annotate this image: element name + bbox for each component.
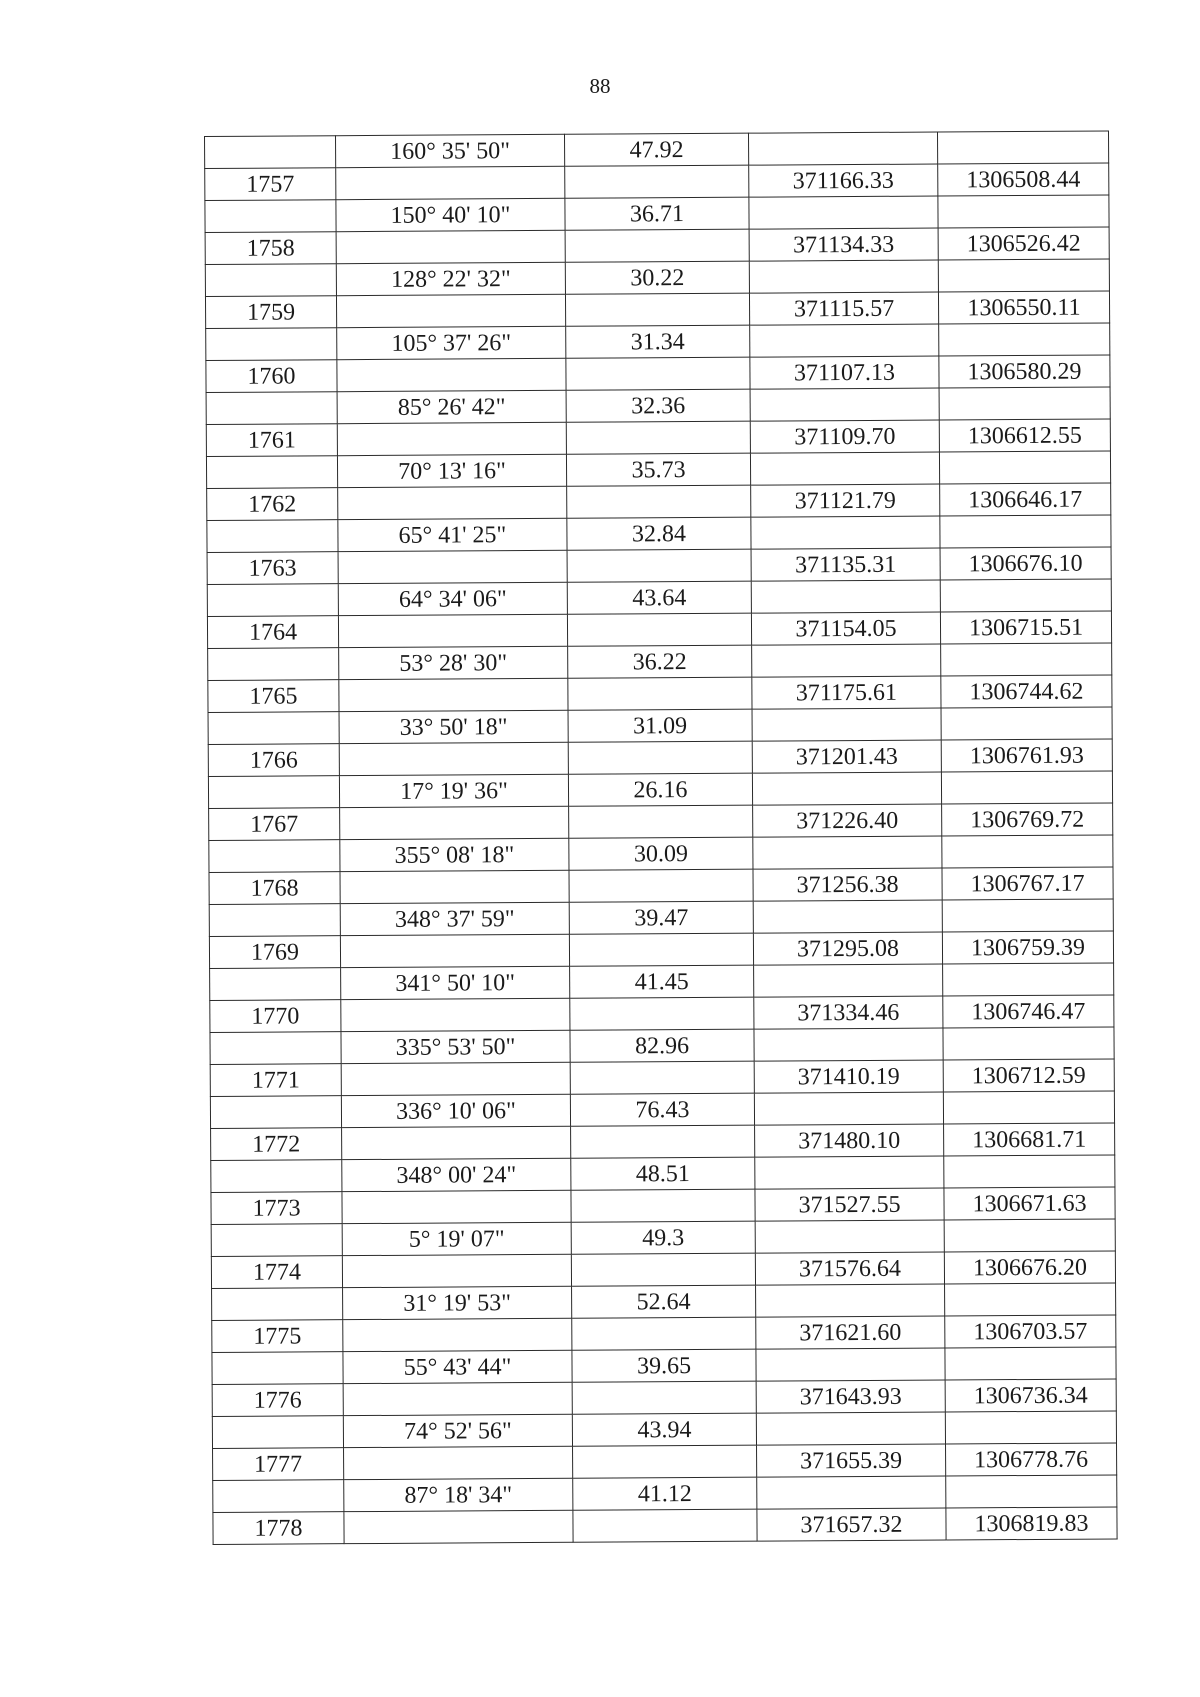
station-id-cell: 1777 — [213, 1448, 344, 1481]
northing-cell-empty — [939, 387, 1110, 420]
station-cell-empty — [213, 1480, 344, 1513]
northing-cell-empty — [945, 1283, 1116, 1316]
station-id-cell: 1772 — [211, 1128, 342, 1161]
station-cell-empty — [205, 200, 336, 233]
bearing-cell-empty — [344, 1446, 573, 1479]
easting-cell: 371134.33 — [749, 228, 938, 261]
station-id-cell: 1773 — [211, 1192, 342, 1225]
distance-cell-empty — [571, 1253, 755, 1286]
bearing-cell: 31° 19' 53" — [343, 1286, 572, 1319]
northing-cell-empty — [942, 835, 1113, 868]
station-id-cell: 1759 — [205, 296, 336, 329]
northing-cell: 1306819.83 — [946, 1507, 1117, 1540]
distance-cell: 52.64 — [572, 1285, 756, 1318]
station-cell-empty — [205, 264, 336, 297]
station-id-cell: 1778 — [213, 1512, 344, 1545]
northing-cell: 1306676.10 — [940, 547, 1111, 580]
easting-cell: 371135.31 — [751, 548, 940, 581]
distance-cell: 30.22 — [565, 261, 749, 294]
northing-cell-empty — [945, 1347, 1116, 1380]
bearing-cell: 355° 08' 18" — [340, 838, 569, 871]
northing-cell: 1306526.42 — [938, 227, 1109, 260]
distance-cell-empty — [573, 1445, 757, 1478]
station-id-cell: 1761 — [206, 424, 337, 457]
easting-cell: 371226.40 — [753, 804, 942, 837]
northing-cell-empty — [943, 1027, 1114, 1060]
northing-cell: 1306761.93 — [941, 739, 1112, 772]
distance-cell-empty — [569, 933, 753, 966]
northing-cell: 1306580.29 — [939, 355, 1110, 388]
bearing-cell-empty — [339, 742, 568, 775]
northing-cell-empty — [940, 515, 1111, 548]
station-cell-empty — [207, 584, 338, 617]
easting-cell: 371154.05 — [751, 612, 940, 645]
station-row — [210, 995, 1114, 1033]
northing-cell: 1306681.71 — [944, 1123, 1115, 1156]
northing-cell: 1306703.57 — [945, 1315, 1116, 1348]
northing-cell: 1306508.44 — [938, 163, 1109, 196]
easting-cell-empty — [757, 1476, 946, 1509]
bearing-cell: 348° 37' 59" — [340, 902, 569, 935]
distance-cell-empty — [573, 1509, 757, 1542]
station-cell-empty — [208, 776, 339, 809]
distance-cell: 41.12 — [573, 1477, 757, 1510]
bearing-cell-empty — [342, 1190, 571, 1223]
northing-cell: 1306769.72 — [942, 803, 1113, 836]
easting-cell: 371334.46 — [754, 996, 943, 1029]
distance-cell-empty — [569, 805, 753, 838]
distance-cell-empty — [570, 997, 754, 1030]
easting-cell-empty — [755, 1156, 944, 1189]
distance-cell: 30.09 — [569, 837, 753, 870]
station-id-cell: 1760 — [206, 360, 337, 393]
bearing-cell: 65° 41' 25" — [338, 518, 567, 551]
distance-cell-empty — [565, 293, 749, 326]
station-id-cell: 1764 — [207, 616, 338, 649]
bearing-cell: 87° 18' 34" — [344, 1478, 573, 1511]
station-row — [207, 483, 1111, 521]
station-row — [211, 1123, 1115, 1161]
northing-cell: 1306712.59 — [943, 1059, 1114, 1092]
station-cell-empty — [206, 456, 337, 489]
distance-cell: 76.43 — [570, 1093, 754, 1126]
easting-cell-empty — [750, 324, 939, 357]
distance-cell: 36.71 — [565, 197, 749, 230]
distance-cell: 39.65 — [572, 1349, 756, 1382]
easting-cell-empty — [748, 132, 937, 165]
distance-cell: 39.47 — [569, 901, 753, 934]
bearing-cell-empty — [340, 870, 569, 903]
northing-cell-empty — [938, 259, 1109, 292]
bearing-cell: 74° 52' 56" — [343, 1414, 572, 1447]
distance-cell: 47.92 — [564, 133, 748, 166]
station-row — [205, 291, 1109, 329]
easting-cell-empty — [750, 452, 939, 485]
bearing-cell-empty — [340, 806, 569, 839]
northing-cell-empty — [943, 1091, 1114, 1124]
station-row — [212, 1315, 1116, 1353]
station-cell-empty — [212, 1288, 343, 1321]
easting-cell-empty — [754, 1092, 943, 1125]
station-cell-empty — [208, 712, 339, 745]
easting-cell-empty — [751, 516, 940, 549]
station-cell-empty — [212, 1352, 343, 1385]
easting-cell: 371657.32 — [757, 1508, 946, 1541]
northing-cell: 1306736.34 — [945, 1379, 1116, 1412]
station-id-cell: 1771 — [210, 1064, 341, 1097]
northing-cell: 1306767.17 — [942, 867, 1113, 900]
northing-cell: 1306612.55 — [939, 419, 1110, 452]
station-id-cell: 1775 — [212, 1320, 343, 1353]
bearing-cell-empty — [343, 1382, 572, 1415]
bearing-cell: 55° 43' 44" — [343, 1350, 572, 1383]
bearing-cell: 128° 22' 32" — [336, 262, 565, 295]
northing-cell-empty — [938, 195, 1109, 228]
bearing-cell: 33° 50' 18" — [339, 710, 568, 743]
station-cell-empty — [209, 904, 340, 937]
distance-cell: 43.94 — [572, 1413, 756, 1446]
northing-cell-empty — [937, 131, 1108, 164]
station-row — [209, 803, 1113, 841]
bearing-cell-empty — [341, 1062, 570, 1095]
bearing-cell: 335° 53' 50" — [341, 1030, 570, 1063]
station-id-cell: 1776 — [212, 1384, 343, 1417]
distance-cell: 31.09 — [568, 709, 752, 742]
distance-cell-empty — [567, 613, 751, 646]
bearing-cell: 105° 37' 26" — [337, 326, 566, 359]
bearing-cell-empty — [342, 1254, 571, 1287]
station-row — [209, 931, 1113, 969]
northing-cell: 1306759.39 — [942, 931, 1113, 964]
easting-cell-empty — [750, 388, 939, 421]
northing-cell: 1306550.11 — [938, 291, 1109, 324]
easting-cell-empty — [751, 580, 940, 613]
bearing-cell-empty — [338, 550, 567, 583]
easting-cell: 371621.60 — [756, 1316, 945, 1349]
distance-cell: 26.16 — [568, 773, 752, 806]
easting-cell: 371115.57 — [749, 292, 938, 325]
bearing-cell-empty — [338, 614, 567, 647]
station-id-cell: 1767 — [209, 808, 340, 841]
distance-cell: 43.64 — [567, 581, 751, 614]
station-id-cell: 1763 — [207, 552, 338, 585]
distance-cell-empty — [571, 1189, 755, 1222]
station-id-cell: 1766 — [208, 744, 339, 777]
station-row — [207, 611, 1111, 649]
bearing-cell: 53° 28' 30" — [339, 646, 568, 679]
distance-cell-empty — [567, 549, 751, 582]
easting-cell-empty — [749, 196, 938, 229]
bearing-cell: 85° 26' 42" — [337, 390, 566, 423]
distance-cell-empty — [568, 677, 752, 710]
northing-cell-empty — [946, 1475, 1117, 1508]
station-row — [213, 1443, 1117, 1481]
easting-cell: 371643.93 — [756, 1380, 945, 1413]
easting-cell: 371201.43 — [752, 740, 941, 773]
station-id-cell: 1758 — [205, 232, 336, 265]
traverse-sheet — [204, 130, 1117, 1544]
easting-cell-empty — [752, 772, 941, 805]
northing-cell: 1306746.47 — [943, 995, 1114, 1028]
station-cell-empty — [210, 968, 341, 1001]
distance-cell-empty — [568, 741, 752, 774]
easting-cell: 371107.13 — [750, 356, 939, 389]
northing-cell: 1306646.17 — [940, 483, 1111, 516]
distance-cell: 32.36 — [566, 389, 750, 422]
easting-cell: 371527.55 — [755, 1188, 944, 1221]
northing-cell: 1306671.63 — [944, 1187, 1115, 1220]
bearing-cell: 150° 40' 10" — [336, 198, 565, 231]
station-row — [211, 1187, 1115, 1225]
station-id-cell: 1770 — [210, 1000, 341, 1033]
station-cell-empty — [208, 648, 339, 681]
station-row — [212, 1379, 1116, 1417]
station-cell-empty — [206, 328, 337, 361]
station-cell-empty — [212, 1416, 343, 1449]
distance-cell: 31.34 — [566, 325, 750, 358]
distance-cell-empty — [572, 1381, 756, 1414]
traverse-table-body — [205, 131, 1118, 1544]
distance-cell: 49.3 — [571, 1221, 755, 1254]
easting-cell-empty — [752, 708, 941, 741]
bearing-cell-empty — [343, 1318, 572, 1351]
easting-cell: 371109.70 — [750, 420, 939, 453]
northing-cell-empty — [939, 451, 1110, 484]
northing-cell: 1306744.62 — [941, 675, 1112, 708]
station-id-cell: 1768 — [209, 872, 340, 905]
northing-cell-empty — [943, 963, 1114, 996]
easting-cell: 371256.38 — [753, 868, 942, 901]
bearing-cell: 348° 00' 24" — [342, 1158, 571, 1191]
easting-cell-empty — [756, 1412, 945, 1445]
station-row — [211, 1251, 1115, 1289]
distance-cell-empty — [565, 229, 749, 262]
station-id-cell: 1774 — [211, 1256, 342, 1289]
northing-cell-empty — [944, 1219, 1115, 1252]
northing-cell: 1306778.76 — [946, 1443, 1117, 1476]
distance-cell: 36.22 — [568, 645, 752, 678]
distance-cell: 82.96 — [570, 1029, 754, 1062]
station-id-cell: 1757 — [205, 168, 336, 201]
northing-cell-empty — [945, 1411, 1116, 1444]
easting-cell-empty — [754, 964, 943, 997]
station-cell-empty — [211, 1160, 342, 1193]
northing-cell-empty — [939, 323, 1110, 356]
northing-cell-empty — [942, 899, 1113, 932]
station-cell-empty — [211, 1224, 342, 1257]
easting-cell-empty — [755, 1220, 944, 1253]
station-id-cell: 1765 — [208, 680, 339, 713]
station-row — [206, 419, 1110, 457]
station-id-cell: 1762 — [207, 488, 338, 521]
bearing-cell-empty — [337, 422, 566, 455]
easting-cell: 371121.79 — [751, 484, 940, 517]
distance-cell: 35.73 — [566, 453, 750, 486]
easting-cell: 371166.33 — [749, 164, 938, 197]
easting-cell-empty — [756, 1284, 945, 1317]
bearing-cell: 5° 19' 07" — [342, 1222, 571, 1255]
bearing-cell-empty — [337, 358, 566, 391]
northing-cell-empty — [940, 579, 1111, 612]
bearing-cell: 336° 10' 06" — [341, 1094, 570, 1127]
bearing-cell-empty — [342, 1126, 571, 1159]
station-cell-empty — [206, 392, 337, 425]
easting-cell: 371175.61 — [752, 676, 941, 709]
bearing-cell: 160° 35' 50" — [336, 134, 565, 167]
bearing-cell: 64° 34' 06" — [338, 582, 567, 615]
distance-cell-empty — [569, 869, 753, 902]
easting-cell-empty — [754, 1028, 943, 1061]
easting-cell-empty — [753, 900, 942, 933]
bearing-cell-empty — [338, 486, 567, 519]
northing-cell-empty — [941, 771, 1112, 804]
northing-cell-empty — [944, 1155, 1115, 1188]
distance-cell-empty — [566, 357, 750, 390]
bearing-cell-empty — [336, 166, 565, 199]
station-id-cell: 1769 — [209, 936, 340, 969]
traverse-table — [204, 130, 1118, 1545]
station-cell-empty — [207, 520, 338, 553]
station-row — [207, 547, 1111, 585]
distance-cell-empty — [570, 1061, 754, 1094]
bearing-cell: 70° 13' 16" — [337, 454, 566, 487]
bearing-cell: 341° 50' 10" — [341, 966, 570, 999]
distance-cell-empty — [572, 1317, 756, 1350]
easting-cell: 371655.39 — [757, 1444, 946, 1477]
distance-cell: 32.84 — [567, 517, 751, 550]
station-row — [210, 1059, 1114, 1097]
northing-cell: 1306676.20 — [944, 1251, 1115, 1284]
northing-cell-empty — [941, 643, 1112, 676]
distance-cell-empty — [565, 165, 749, 198]
easting-cell: 371480.10 — [755, 1124, 944, 1157]
easting-cell-empty — [753, 836, 942, 869]
station-row — [209, 867, 1113, 905]
easting-cell-empty — [752, 644, 941, 677]
bearing-cell-empty — [336, 230, 565, 263]
easting-cell-empty — [749, 260, 938, 293]
bearing-cell-empty — [344, 1510, 573, 1543]
station-cell-empty — [205, 136, 336, 169]
page-number: 88 — [589, 74, 611, 98]
distance-cell: 48.51 — [571, 1157, 755, 1190]
distance-cell-empty — [567, 485, 751, 518]
station-row — [205, 227, 1109, 265]
easting-cell: 371576.64 — [755, 1252, 944, 1285]
northing-cell: 1306715.51 — [940, 611, 1111, 644]
easting-cell: 371295.08 — [753, 932, 942, 965]
station-row — [208, 739, 1112, 777]
bearing-cell-empty — [336, 294, 565, 327]
distance-cell-empty — [571, 1125, 755, 1158]
station-cell-empty — [210, 1032, 341, 1065]
bearing-cell-empty — [341, 998, 570, 1031]
bearing-cell-empty — [340, 934, 569, 967]
station-row — [213, 1507, 1117, 1545]
station-row — [205, 163, 1109, 201]
distance-cell: 41.45 — [570, 965, 754, 998]
station-row — [206, 355, 1110, 393]
distance-cell-empty — [566, 421, 750, 454]
station-cell-empty — [209, 840, 340, 873]
bearing-cell: 17° 19' 36" — [339, 774, 568, 807]
bearing-cell-empty — [339, 678, 568, 711]
northing-cell-empty — [941, 707, 1112, 740]
easting-cell: 371410.19 — [754, 1060, 943, 1093]
station-row — [208, 675, 1112, 713]
easting-cell-empty — [756, 1348, 945, 1381]
station-cell-empty — [210, 1096, 341, 1129]
